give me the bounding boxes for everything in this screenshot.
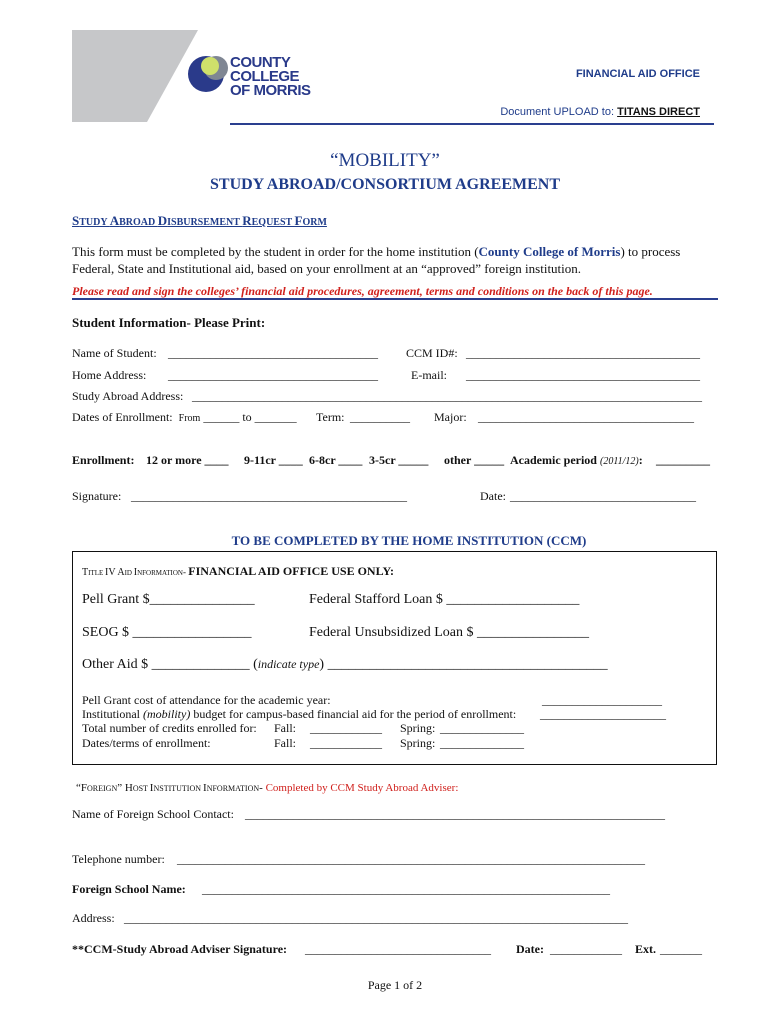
term-field[interactable]: __________ (350, 410, 410, 424)
financial-aid-office-label: FINANCIAL AID OFFICE (575, 68, 700, 80)
terms-fall-field[interactable]: ____________ (310, 736, 382, 750)
adviser-signature-field[interactable]: _______________________________ (305, 942, 491, 956)
ccm-logo-mark (186, 52, 232, 96)
academic-period-field[interactable]: _________ (656, 453, 710, 467)
home-address-label: Home Address: (72, 368, 147, 382)
email-field[interactable]: _______________________________________ (466, 368, 700, 382)
from-field[interactable]: ______ (203, 410, 240, 424)
intro-line-1: This form must be completed by the student in order for the home institution (County College of Morris) to process (72, 244, 681, 259)
dates-label: Dates of Enrollment: (72, 410, 173, 424)
terms-spring-field[interactable]: ______________ (440, 736, 524, 750)
extension-field[interactable]: _______ (660, 942, 702, 956)
upload-line (500, 106, 700, 118)
date-label: Date: (480, 489, 506, 503)
home-institution-heading: TO BE COMPLETED BY THE HOME INSTITUTION (CCM) (231, 533, 587, 548)
institutional-budget-field[interactable]: _____________________ (540, 707, 666, 721)
enrollment-option-other[interactable]: other _____ (444, 453, 505, 467)
college-name-line-2: COLLEGE (230, 68, 300, 85)
abroad-address-field[interactable]: _____________________________________________________________________________________ (192, 389, 702, 403)
credits-label: Total number of credits enrolled for: (82, 721, 257, 735)
adviser-date-field[interactable]: ____________ (550, 942, 622, 956)
foreign-school-name-field[interactable]: ____________________________________________________________________ (202, 882, 610, 896)
major-field[interactable]: ____________________________________ (478, 410, 694, 424)
foreign-contact-field[interactable]: ______________________________________________________________________ (245, 807, 665, 821)
form-label: STUDY ABROAD DISBURSEMENT REQUEST FORM (72, 213, 327, 228)
name-field[interactable]: ___________________________________ (168, 346, 378, 360)
institutional-budget-label: Institutional (mobility) budget for campus-based financial aid for the period of enrollment: (82, 707, 517, 721)
student-info-heading: Student Information- Please Print: (72, 315, 266, 330)
foreign-address-field[interactable]: ____________________________________________________________________________________ (124, 911, 628, 925)
foreign-host-heading: “FOREIGN” HOST INSTITUTION INFORMATION- Completed by CCM Study Abroad Adviser: (76, 782, 459, 794)
extension-label: Ext. (635, 942, 656, 956)
intro-line-2: Federal, State and Institutional aid, based on your enrollment at an “approved” foreign institution. (72, 261, 582, 276)
abroad-address-label: Study Abroad Address: (72, 389, 184, 403)
cost-of-attendance-field[interactable]: ____________________ (542, 693, 662, 707)
enrollment-option-9-11cr[interactable]: 9-11cr ____ (244, 453, 303, 467)
enrollment-label: Enrollment: (72, 453, 135, 467)
ccm-id-field[interactable]: _______________________________________ (466, 346, 700, 360)
credits-fall-field[interactable]: ____________ (310, 721, 382, 735)
pell-grant-field[interactable]: Pell Grant $_______________ (82, 592, 255, 607)
telephone-label: Telephone number: (72, 852, 165, 866)
from-label: From (178, 413, 201, 424)
date-field[interactable]: _______________________________ (510, 489, 696, 503)
stafford-loan-field[interactable]: Federal Stafford Loan $ ___________________ (309, 592, 580, 607)
ccm-name: County College of Morris (478, 244, 621, 259)
to-field[interactable]: _______ (254, 410, 297, 424)
term-label: Term: (316, 410, 345, 424)
other-aid-field[interactable]: Other Aid $ ______________ (indicate type) ________________________________________ (82, 657, 608, 672)
academic-period-label: Academic period (510, 453, 597, 467)
signature-label: Signature: (72, 489, 122, 503)
upload-target: TITANS DIRECT (617, 106, 700, 118)
to-label: to (242, 410, 252, 424)
adviser-date-label: Date: (516, 942, 544, 956)
unsubsidized-loan-field[interactable]: Federal Unsubsidized Loan $ ________________ (309, 625, 589, 640)
academic-period: Academic period (2011/12): (510, 453, 643, 467)
enrollment-option-12-or-more[interactable]: 12 or more ____ (146, 453, 229, 467)
academic-period-year: (2011/12) (599, 456, 639, 467)
enrollment-option-6-8cr[interactable]: 6-8cr ____ (309, 453, 363, 467)
dates-row (72, 410, 297, 425)
form-title: “MOBILITY” (330, 150, 440, 171)
name-label: Name of Student: (72, 346, 157, 360)
enrollment-option-3-5cr[interactable]: 3-5cr _____ (369, 453, 429, 467)
title-iv-heading: TITLE IV AID INFORMATION- FINANCIAL AID OFFICE USE ONLY: (82, 564, 395, 578)
ccm-id-label: CCM ID#: (406, 346, 458, 360)
cost-of-attendance-label: Pell Grant cost of attendance for the academic year: (82, 693, 331, 707)
foreign-address-label: Address: (72, 911, 115, 925)
page-number: Page 1 of 2 (367, 978, 423, 992)
credits-fall-label: Fall: (274, 721, 297, 735)
foreign-school-name-label: Foreign School Name: (72, 882, 186, 896)
credits-spring-label: Spring: (400, 721, 436, 735)
seog-field[interactable]: SEOG $ _________________ (82, 625, 252, 640)
signature-field[interactable]: ______________________________________________ (131, 489, 407, 503)
major-label: Major: (434, 410, 467, 424)
header-rule (230, 123, 714, 125)
college-name-line-1: COUNTY (230, 54, 291, 71)
email-label: E-mail: (411, 368, 447, 382)
terms-label: Dates/terms of enrollment: (82, 736, 211, 750)
telephone-field[interactable]: ______________________________________________________________________________ (177, 852, 645, 866)
college-name-line-3: OF MORRIS (230, 82, 311, 99)
credits-spring-field[interactable]: ______________ (440, 721, 524, 735)
form-subtitle: STUDY ABROAD/CONSORTIUM AGREEMENT (210, 176, 560, 193)
warning-text: Please read and sign the colleges’ financial aid procedures, agreement, terms and conditions on the back of this page. (72, 284, 653, 298)
terms-fall-label: Fall: (274, 736, 297, 750)
adviser-signature-label: **CCM-Study Abroad Adviser Signature: (72, 942, 288, 956)
college-name-logo (230, 56, 311, 98)
foreign-contact-label: Name of Foreign School Contact: (72, 807, 234, 821)
terms-spring-label: Spring: (400, 736, 436, 750)
intro-rule (72, 298, 718, 300)
upload-prefix: Document UPLOAD to: (500, 106, 615, 118)
home-address-field[interactable]: ___________________________________ (168, 368, 378, 382)
